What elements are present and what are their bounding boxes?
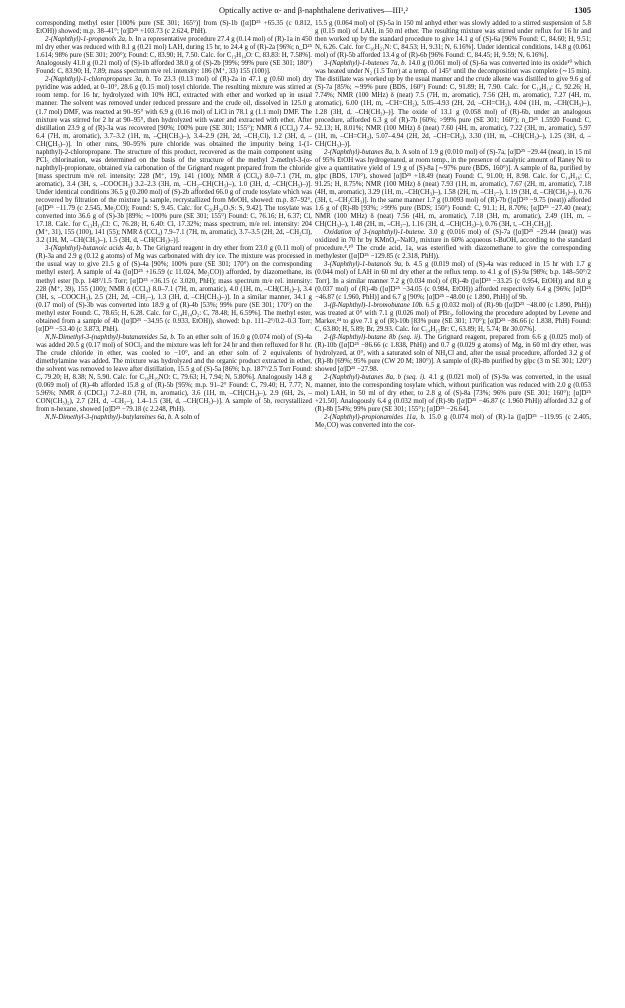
paragraph: 15.5 g (0.064 mol) of (S)-5a in 150 ml anhyd ether was slowly added to a stirred suspension of 5.8 g (0.15 mol) of LAH, in 50 ml ether. The resulting mixture was stirred under reflux for 16 hr and then worked up by the standard procedure to give 14.1 g of (S)-6a [96% Found: C, 84.60; H, 9.51; N, 6.26. Calc. for C₁₆H₂₁N: C, 84.53; H, 9.31; N, 6.16%]. Under identical conditions, 14.8 g (0.061 mol) of (R)-5b afforded 13.4 g of (R)-6b [96% Found: C, 84.45; H, 9.59; N, 6.16%]. [315, 20, 591, 60]
paragraph: 2-(Naphthyl)-1-propanols 2a, b. In a representative procedure 27.4 g (0.14 mol) of (R)-1a in 450 ml dry ether was reduced with 8.1 g (0.21 mol) LAH, during 15 hr, to 24.4 g of (R)-2a [96%; n_D²⁵ 1.614; 98% pure (SE 301; 200°); Found: C, 83.90; H, 7.50. Calc. for C₁₃H₁₄O: C, 83.83: H, 7.58%]. Analogously 41.0 g (0.21 mol) of (S)-1b afforded 38.0 g of (S)-2b [99%; 99% pure (SE 301; 180°) Found: C, 83.90; H, 7.89; mass spectrum m/e rel. intensity: 186 (M⁺, 33) 155 (100)]. [36, 36, 312, 76]
paragraph: 2-(Naphthyl)-butanes 8a, b (seq. i). 4.1 g (0.021 mol) of (S)-9a was converted, in the usual manner, into the corresponding tosylate which, without purification was reduced with 2.0 g (0.053 mol) LAH, in 50 ml of dry ether, to 2.8 g of (S)-8a [73%; 96% pure (SE 301; 160°); [α]D²⁵ +21.50]. Analogously 6.4 g (0.032 mol) of (R)-9b ([α]D²⁵ −46.87 (c 1.960 PhH)) afforded 3.2 g of (R)-8b [54%; 99% pure (SE 301; 155°); [α]D²⁵ −26.64]. [315, 374, 591, 414]
paragraph: N,N-Dimethyl-3-(naphthyl)-butylamines 6a, b. A soln of [45, 414, 200, 422]
paragraph: 3-(β-Naphthyl)-1-bromobutane 10b. 6.5 g (0.032 mol) of (R)-9b ([α]D²⁵ −48.00 (c 1.890, PhH)) was treated at 0° with 7.1 g (0.026 mol) of PBr₃, following the procedure adopted by Levene and Marker,²⁴ to give 7.1 g of (R)-10b [83% pure (SE 301; 170°); [α]D²⁵ −86.66 (c 1.838, PhH) Found: C, 63.80; H, 5.89; Br, 29.93. Calc. for C₁₄H₁₅Br: C, 63.89; H, 5.74; Br 30.07%]. [315, 301, 591, 333]
paragraph: 2-(Naphthyl)-propionamides 11a, b. 15.0 g (0.074 mol) of (R)-1a ([α]D²⁵ −119.95 (c 2.405, Me₂CO) was converted into the cor- [315, 414, 591, 430]
paragraph: 3-(Naphthyl)-butanoic acids 4a, b. The Grignard reagent in dry ether from 23.0 g (0.11 mol) of (R)-3a and 2.9 g (0.12 g atoms) of Mg was carbonated with dry ice. The mixture was processed in the usual way to give 21.5 g of (S)-4a [90%; 100% pure (SE 301; 170°) on the corresponding methyl ester]. A sample of 4a ([α]D²⁵ +16.59 (c 11.024, Me₂CO)) afforded, by diazomethane, its methyl ester [b.p. 148°/1.5 Torr; [α]D²⁵ +36.15 (c 3.020, PhH); mass spectrum m/e rel. intensity: 228 (M⁺, 39), 155 (100); NMR δ (CCl₄) 8.0–7.1 (7H, m, aromatic), 4.0 (1H, m, –CH(CH₃)–), 3.4 (3H, s, –COOCH₃), 2.5 (2H, 2d, –CH₂–), 1.3 (3H, d, –CH(CH₃)–)]. In a similar manner, 34.1 g (0.17 mol) of (S)-3b was converted into 18.9 g of (R)-4b [53%; 99% pure (SE 301; 170°) on the methyl ester Found: C, 78.65; H, 6.28. Calc. for C₁₄H₁₄O₂: C, 78.48; H, 6.59%]. The methyl ester, obtained from a sample of 4b ([α]D²⁵ −34.95 (c 0.933, EtOH)), showed: b.p. 111–2°/0.2–0.3 Torr; [α]D²⁵ −53.40 (c 3.873, PhH). [36, 245, 312, 333]
running-title: Optically active α- and β-naphthalene derivatives—III¹,² [218, 6, 408, 15]
paragraph: 2-(β-Naphthyl)-butane 8b (seq. ii). The Grignard reagent, prepared from 6.6 g (0.025 mol) of (R)-10b ([α]D²⁵ −86.66 (c 1.838, PhH)) and 0.7 g (0.029 g atoms) of Mg, in 60 ml dry ether, was hydrolyzed, at 0°, with a saturated soln of NH₄Cl and, after the usual procedure, afforded 3.2 g of (R)-8b [69%; 95% pure (CW 20 M; 180°)]. A sample of (R)-8b purified by glpc (3 m SE 301; 120°) showed [α]D²⁵ −27.98. [315, 333, 591, 374]
left-column [36, 20, 312, 1004]
page-number: 1305 [574, 6, 591, 15]
paragraph: 2-(Naphthyl)-1-chloropropanes 3a, b. To 23.3 (0.13 mol) of (R)-2a in 47.1 g (0.60 mol) dry pyridine was added, at 0–10°, 28.6 g (0.15 mol) tosyl chloride. The resulting mixture was stirred at room temp. for 16 hr, hydrolyzed with 10% HCl, extracted with ether and worked up in usual manner. The solvent was removed under reduced pressure and the crude oil, dissolved in 125.0 g (1.7 mol) DMF, was reacted at 90–95° with 6.9 g (0.16 mol) of LiCl in 78.1 g (1.1 mol) DMF. The mixture was stirred for 2 hr at 90–95°, then hydrolyzed with water and extracted with ether. After distillation 23.9 g of (R)-3a was recovered [90%; 100% pure (SE 301; 155°); NMR δ (CCl₄) 7.4–6.4 (7H, m, aromatic), 3.7–3.2 (1H, m, –C̲H(CH₃)–), 3.4–2.9 (2H, 2d, –CH₂Cl), 1.2 (3H, d, –CH(C̲H₃)–)]. In other runs, 90–95% pure chloride was obtained the impurity being 1-(1-naphthyl)-2-chloropropane. The structure of this product, recovered as the main component using PCl₅ chlorination, was determined on the basis of the structure of the methyl 2-methyl-3-(α-naphthyl)-propionate, obtained via carbonation of the Grignard reagent prepared from the chloride [mass spectrum m/e rel. intensity: 228 (M⁺, 19), 141 (100); NMR δ (CCl₄) 8.0–7.1 (7H, m, aromatic), 3.4 (3H, s, –COOCH₃) 3.2–2.3 (3H, m, –CH₂–CH(CH₃)–), 1.0 (3H, d, –CH(CH₃)–)]. Under identical conditions 36.5 g (0.200 mol) of (S)-2b afforded 66.0 g of crude tosylate which was recovered by filtration of the mixture [a sample, recrystallized from MeOH, showed: m.p. 87–92°, [α]D²⁵ −11.79 (c 2.545, Me₂CO); Found: S, 9.45. Calc. for C₂₀H₂₀O₃S: S, 9.42]. The tosylate was converted into 36.6 g of (S)-3b [89%; ∼100% pure (SE 301; 155°) Found: C, 76.16; H, 6.37; Cl, 17.18. Calc. for C₁₃H₁₃Cl: C, 76.28; H, 6.40: Cl, 17.32%; mass spectrum, m/e rel. intensity: 204 (M⁺, 31), 155 (100), 141 (55); NMR δ (CCl₄) 7.9–7.1 (7H, m, aromatic), 3.7–3.5 (2H, 2d, –CH₂Cl), 3.2 (1H, M, –CH(CH₃)–), 1.5 (3H, d, –CH(CH₃)–)]. [36, 76, 312, 245]
paragraph: corresponding methyl ester [100% pure (SE 301; 165°)] from (S)-1b ([α]D²⁵ +65.35 (c 0.812, EtOH)) showed; m.p. 38–41°; [α]D²⁵ +103.73 (c 2.624, PhH). [36, 20, 312, 36]
running-header [36, 4, 591, 18]
paragraph: 3-(Naphthyl)-1-butanols 9a, b. 4.5 g (0.019 mol) of (S)-4a was reduced in 15 hr with 1.7 g (0.044 mol) of LAH in 60 ml dry ether at the reflux temp. to 4.1 g of (S)-9a [98%; b.p. 148–50°/2 Torr]. In a similar manner 7.2 g (0.034 mol) of (R)-4b ([α]D²⁵ −33.25 (c 0.954, EtOH)) and 8.0 g (0.037 mol) of (R)-4b ([α]D²⁵ −34.05 (c 0.984, EtOH)) afforded respectively 6.4 g [96%; [α]D²⁵ −46.87 (c 1.960, PhH)] and 6.7 g [90%; [α]D²⁵ −48.00 (c 1.890, PhH)] of 9b. [315, 261, 591, 301]
paragraph: 3-(Naphthyl)-1-butenes 7a, b. 14.0 g (0.061 mol) of (S)-6a was converted into its oxide¹⁰ which was heated under N₂ (1.5 Torr) at a temp. of 145° until the decomposition was complete (∼15 min). The distillate was worked up by the usual manner and the crude alkene was distilled to give 9.6 g of (S)-7a [85%; ∼99% pure (BDS, 160°) Found: C, 91.89; H, 7.90. Calc. for C₁₄H₁₄: C, 92.26; H, 7.74%; NMR (100 MHz) δ (neat) 7.5 (7H, m, aromatic), 7.56 (2H, m, aromatic), 7.27 (4H, m, aromatic), 6.00 (1H, m, –CH=CH₂), 5.05–4.93 (2H, 2d, –CH=CH₂), 4.04 (1H, m, –CH(CH₃)–), 1.28 (3H, d, –CH(CH₃)–)]. The oxide of 13.1 g (0.058 mol) of (R)-6b, under an analogous procedure, afforded 6.3 g of (R)-7b [60%; >99% pure (SE 301; 160°); n_D²⁵ 1.5920 Found: C, 92.13; H, 8.01%; NMR (100 MHz) δ (neat) 7.60 (4H, m, aromatic), 7.22 (3H, m, aromatic), 5.97 (1H, m, –CH=CH₂), 5.07–4.94 (2H, 2d, –CH=CH₂), 3.30 (1H, m, –CH(CH₃)–), 1.25 (3H, d, –CH(CH₃)–)]. [315, 60, 591, 148]
paragraph: 2-(Naphthyl)-butanes 8a, b. A soln of 1.9 g (0.010 mol) of (S)-7a, [α]D²⁵ −29.44 (neat), in 15 ml of 95% EtOH was hydrogenated, at room temp., in the presence of catalytic amount of Raney Ni to give a quantitative yield of 1.9 g of (S)-8a [∼97% pure (BDS, 160°)]. A sample of 8a, purified by glpc (BDS, 170°), showed [α]D²⁵ +18.49 (neat) Found: C, 91.00; H, 8.98. Calc. for C₁₄H₁₆: C, 91.25; H, 8.75%; NMR (100 MHz) δ (neat) 7.93 (1H, m, aromatic), 7.67 (2H, m, aromatic), 7.18 (4H, m, aromatic), 3.29 (1H, m, –CH(CH₃)–), 1.58 (2H, m, –CH₂–), 1.19 (3H, d, –CH(CH₃)–), 0.76 (3H, t, –CH₂CH₃)]. In the same manner 1.7 g (0.0093 mol) of (R)-7b ([α]D²⁵ −9.75 (neat)) afforded 1.6 g of (R)-8b [93%; >99% pure (BDS; 150°) Found: C, 91.1; H, 8.70%; [α]D²⁵ −27.40 (neat); NMR (100 MHz) δ (neat) 7.56 (4H, m, aromatic), 7.18 (3H, m, aromatic), 2.49 (1H, m, –CH(CH₃)–), 1.48 (2H, m, –CH₂–), 1.16 (3H, d, –CH(CH₃)–), 0.76 (3H, t, –CH₂CH₃)]. [315, 148, 591, 229]
paragraph: N,N-Dimethyl-3-(naphthyl)-butanamides 5a, b. To an ether soln of 16.0 g (0.074 mol) of (S)-4a was added 20.5 g (0.17 mol) of SOCl₂ and the mixture was left for 24 hr and then refluxed for 8 hr. The crude chloride in ether, was cooled to −10°, and an ether soln of 2 equivalents of dimethylamine was added. The mixture was hydrolyzed and the organic product extracted in ether, the solvent was removed to leave after distillation, 15.5 g of (S)-5a [86%; b.p. 187°/2.5 Torr Found: C, 79.20; H, 8.38; N, 5.90. Calc. for C₁₆H₁₉NO: C, 79.63; H, 7.94; N, 5.80%]. Analogously 14.8 g (0.069 mol) of (R)-4b afforded 15.8 g of (R)-5b [95%; m.p. 91–2° Found: C, 79.40; H, 7.77; N, 5.96%; NMR δ (CDCl₃) 7.2–8.0 (7H, m, aromatic), 3.6 (1H, m, –CH(CH₃)–), 2.9 (6H, 2s, –CON(CH₃)₂), 2.7 (2H, d, –CH₂–), 1.4–1.5 (3H, d, –CH(CH₃)–)]. A sample of 5b, recrystallized from n-hexane, showed [α]D²⁵ −79.18 (c 2.248, PhH). [36, 333, 312, 414]
right-column [315, 20, 591, 1004]
paragraph: Oxidation of 3-(naphthyl)-1-butene. 3.0 g (0.016 mol) of (S)-7a ([α]D²⁵ −29.44 (neat)) was oxidized in 70 hr by KMnO₄–NaIO₄ mixture in 60% acqueous t-BuOH, according to the standard procedure.⁴,¹⁰ The crude acid, 1a, was esterified with diazomethane to give the corresponding methylester ([α]D²⁵ −129.85 (c 2.318, PhH)). [315, 229, 591, 261]
